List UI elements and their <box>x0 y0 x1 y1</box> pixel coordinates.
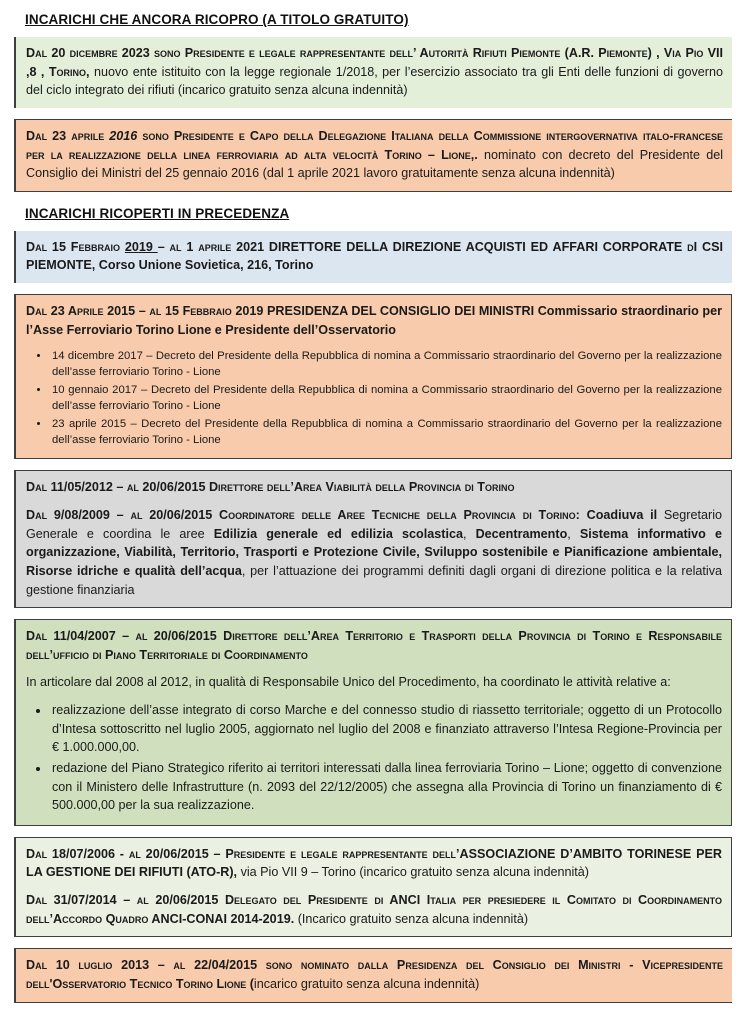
paragraph <box>26 506 722 599</box>
incarico-box-ato-r-anci <box>14 837 732 938</box>
paragraph <box>26 627 722 664</box>
text-run: Dal 18/07/2006 - al 20/06/2015 – Presidente e legale rappresentante dell’ASSOCIAZIONE D’AMBITO TORINESE PER LA GESTIONE DEI RIFIUTI (ATO-R), <box>26 846 722 880</box>
bullet-item: • 23 aprile 2015 – Decreto del Presidente della Repubblica di nomina a Commissario straordinario del Governo per la realizzazione dell’asse ferroviario Torino - Lione <box>50 416 722 448</box>
text-run: , per l’attuazione dei programmi definiti dagli organi di direzione politica e la relativa gestione finanziaria <box>26 563 722 597</box>
incarico-box-csi-piemonte <box>14 231 732 283</box>
paragraph <box>26 238 723 275</box>
text-run: Segretario Generale e coordina le aree <box>26 508 722 541</box>
text-run: Decentramento <box>475 526 568 541</box>
text-run: sono Presidente e Capo della Delegazione Italiana della Commissione intergovernativa italo-francese per la realizzazione della linea ferroviaria ad alta velocità Torino – Lione,. <box>26 128 723 162</box>
text-run: Coadiuva il <box>586 508 664 523</box>
text-run: Dal 11/04/2007 – al 20/06/2015 Direttore dell’Area Territorio e Trasporti della Provincia di Torino e Responsabile dell’ufficio di Piano Territoriale di Coordinamento <box>26 629 722 662</box>
paragraph <box>26 44 723 100</box>
bullet-item: • realizzazione dell’asse integrato di corso Marche e del connesso studio di riassetto territoriale; oggetto di un Protocollo d’Intesa sottoscritto nel luglio 2005, aggiornato nel luglio del 2008 e finanziato attraverso l’Intesa Regione-Provincia per € 1.000.000,00. <box>50 701 722 757</box>
text-run: Commissario straordinario per l’Asse Ferroviario Torino Lione e Presidente dell’Osservatorio <box>26 304 723 337</box>
paragraph <box>26 302 722 339</box>
text-run: , <box>462 526 476 541</box>
text-run: Dal 23 Aprile 2015 – al 15 Febbraio 2019 PRESIDENZA DEL CONSIGLIO DEI MINISTRI <box>26 304 538 318</box>
text-run: Dal 31/07/2014 – al 20/06/2015 Delegato del Presidente di ANCI Italia per presiedere il Comitato di Coordinamento dell’Accordo Quadro ANCI-CONAI 2014-2019. <box>26 893 722 926</box>
incarico-box-territorio-trasporti <box>14 619 732 826</box>
text-run: Dal 15 Febbraio <box>26 239 125 254</box>
text-run: Dal 23 aprile <box>26 128 110 143</box>
text-run: via Pio VII 9 – Torino (incarico gratuito senza alcuna indennità) <box>240 865 589 880</box>
text-run: In articolare dal 2008 al 2012, in qualità di Responsabile Unico del Procedimento, ha coordinato le attività relative a: <box>26 675 671 690</box>
bullet-item: • 10 gennaio 2017 – Decreto del Presidente della Repubblica di nomina a Commissario straordinario del Governo per la realizzazione dell’asse ferroviario Torino - Lione <box>50 382 722 414</box>
paragraph <box>26 673 722 692</box>
text-run: nominato con decreto del Presidente del Consiglio dei Ministri del 25 gennaio 2016 (dal 1 aprile 2021 lavoro gratuitamente senza alcuna indennità) <box>26 147 723 181</box>
bullet-item: • 14 dicembre 2017 – Decreto del Presidente della Repubblica di nomina a Commissario straordinario del Governo per la realizzazione dell’asse ferroviario Torino - Lione <box>50 348 722 380</box>
text-run: nuovo ente istituito con la legge regionale 1/2018, per l’esercizio associato tra gli Enti delle funzioni di governo del ciclo integrato dei rifiuti (incarico gratuito senza alcuna indennità) <box>26 64 723 98</box>
text-run: Edilizia generale ed edilizia scolastica <box>213 526 463 541</box>
text-run: , <box>567 526 580 541</box>
incarico-box-commissione-intergovernativa <box>14 119 732 192</box>
incarico-box-autorita-rifiuti <box>14 37 732 108</box>
incarico-box-aree-tecniche <box>14 470 732 608</box>
paragraph <box>26 956 723 993</box>
bullet-list <box>26 701 722 815</box>
incarico-box-osservatorio-tecnico <box>14 948 732 1002</box>
text-run: Sistema informativo e organizzazione, Viabilità, Territorio, Trasporti e Protezione Civile, Sviluppo sostenibile e Pianificazione ambientale, Risorse idriche e qualità dell’acqua <box>26 526 722 578</box>
section-heading-current: INCARICHI CHE ANCORA RICOPRO (A TITOLO GRATUITO) <box>25 12 409 27</box>
text-run: (Incarico gratuito senza alcuna indennità) <box>297 911 529 926</box>
bullet-item: • redazione del Piano Strategico riferito ai territori interessati dalla linea ferroviaria Torino – Lione; oggetto di convenzione con il Ministero delle Infrastrutture (n. 2093 del 22/12/2005) che assegna alla Provincia di Torino un finanziamento di € 500.000,00 per la sua realizzazione. <box>50 759 722 815</box>
text-run: – al 1 aprile 2021 DIRETTORE DELLA DIREZIONE ACQUISTI ED AFFARI CORPORATE dI CSI PIEMONTE, <box>26 239 723 273</box>
text-run: Corso Unione Sovietica, 216, Torino <box>98 258 314 273</box>
section-heading-previous: INCARICHI RICOPERTI IN PRECEDENZA <box>25 205 290 221</box>
text-run: 2016 <box>109 128 138 143</box>
bullet-list <box>26 348 722 448</box>
text-run: 2019 <box>124 239 158 254</box>
paragraph <box>26 845 722 882</box>
text-run: Dal 10 luglio 2013 – al 22/04/2015 sono nominato dalla Presidenza del Consiglio dei Ministri - Vicepresidente dell'Osservatorio Tecnico Torino Lione ( <box>26 958 723 991</box>
text-run: Dal 11/05/2012 – al 20/06/2015 Direttore dell’Area Viabilità della Provincia di Torino <box>26 480 515 495</box>
paragraph <box>26 127 723 183</box>
incarico-box-presidenza-consiglio <box>14 294 732 459</box>
text-run: incarico gratuito senza alcuna indennità) <box>253 976 480 991</box>
paragraph <box>26 478 722 497</box>
text-run: Dal 9/08/2009 – al 20/06/2015 Coordinatore delle Aree Tecniche della Provincia di Torino: <box>26 508 587 523</box>
paragraph <box>26 891 722 928</box>
text-run: Dal 20 dicembre 2023 sono Presidente e legale rappresentante dell’ Autorità Rifiuti Piemonte (A.R. Piemonte) , Via Pio VII ,8 , Torino, <box>26 46 723 79</box>
